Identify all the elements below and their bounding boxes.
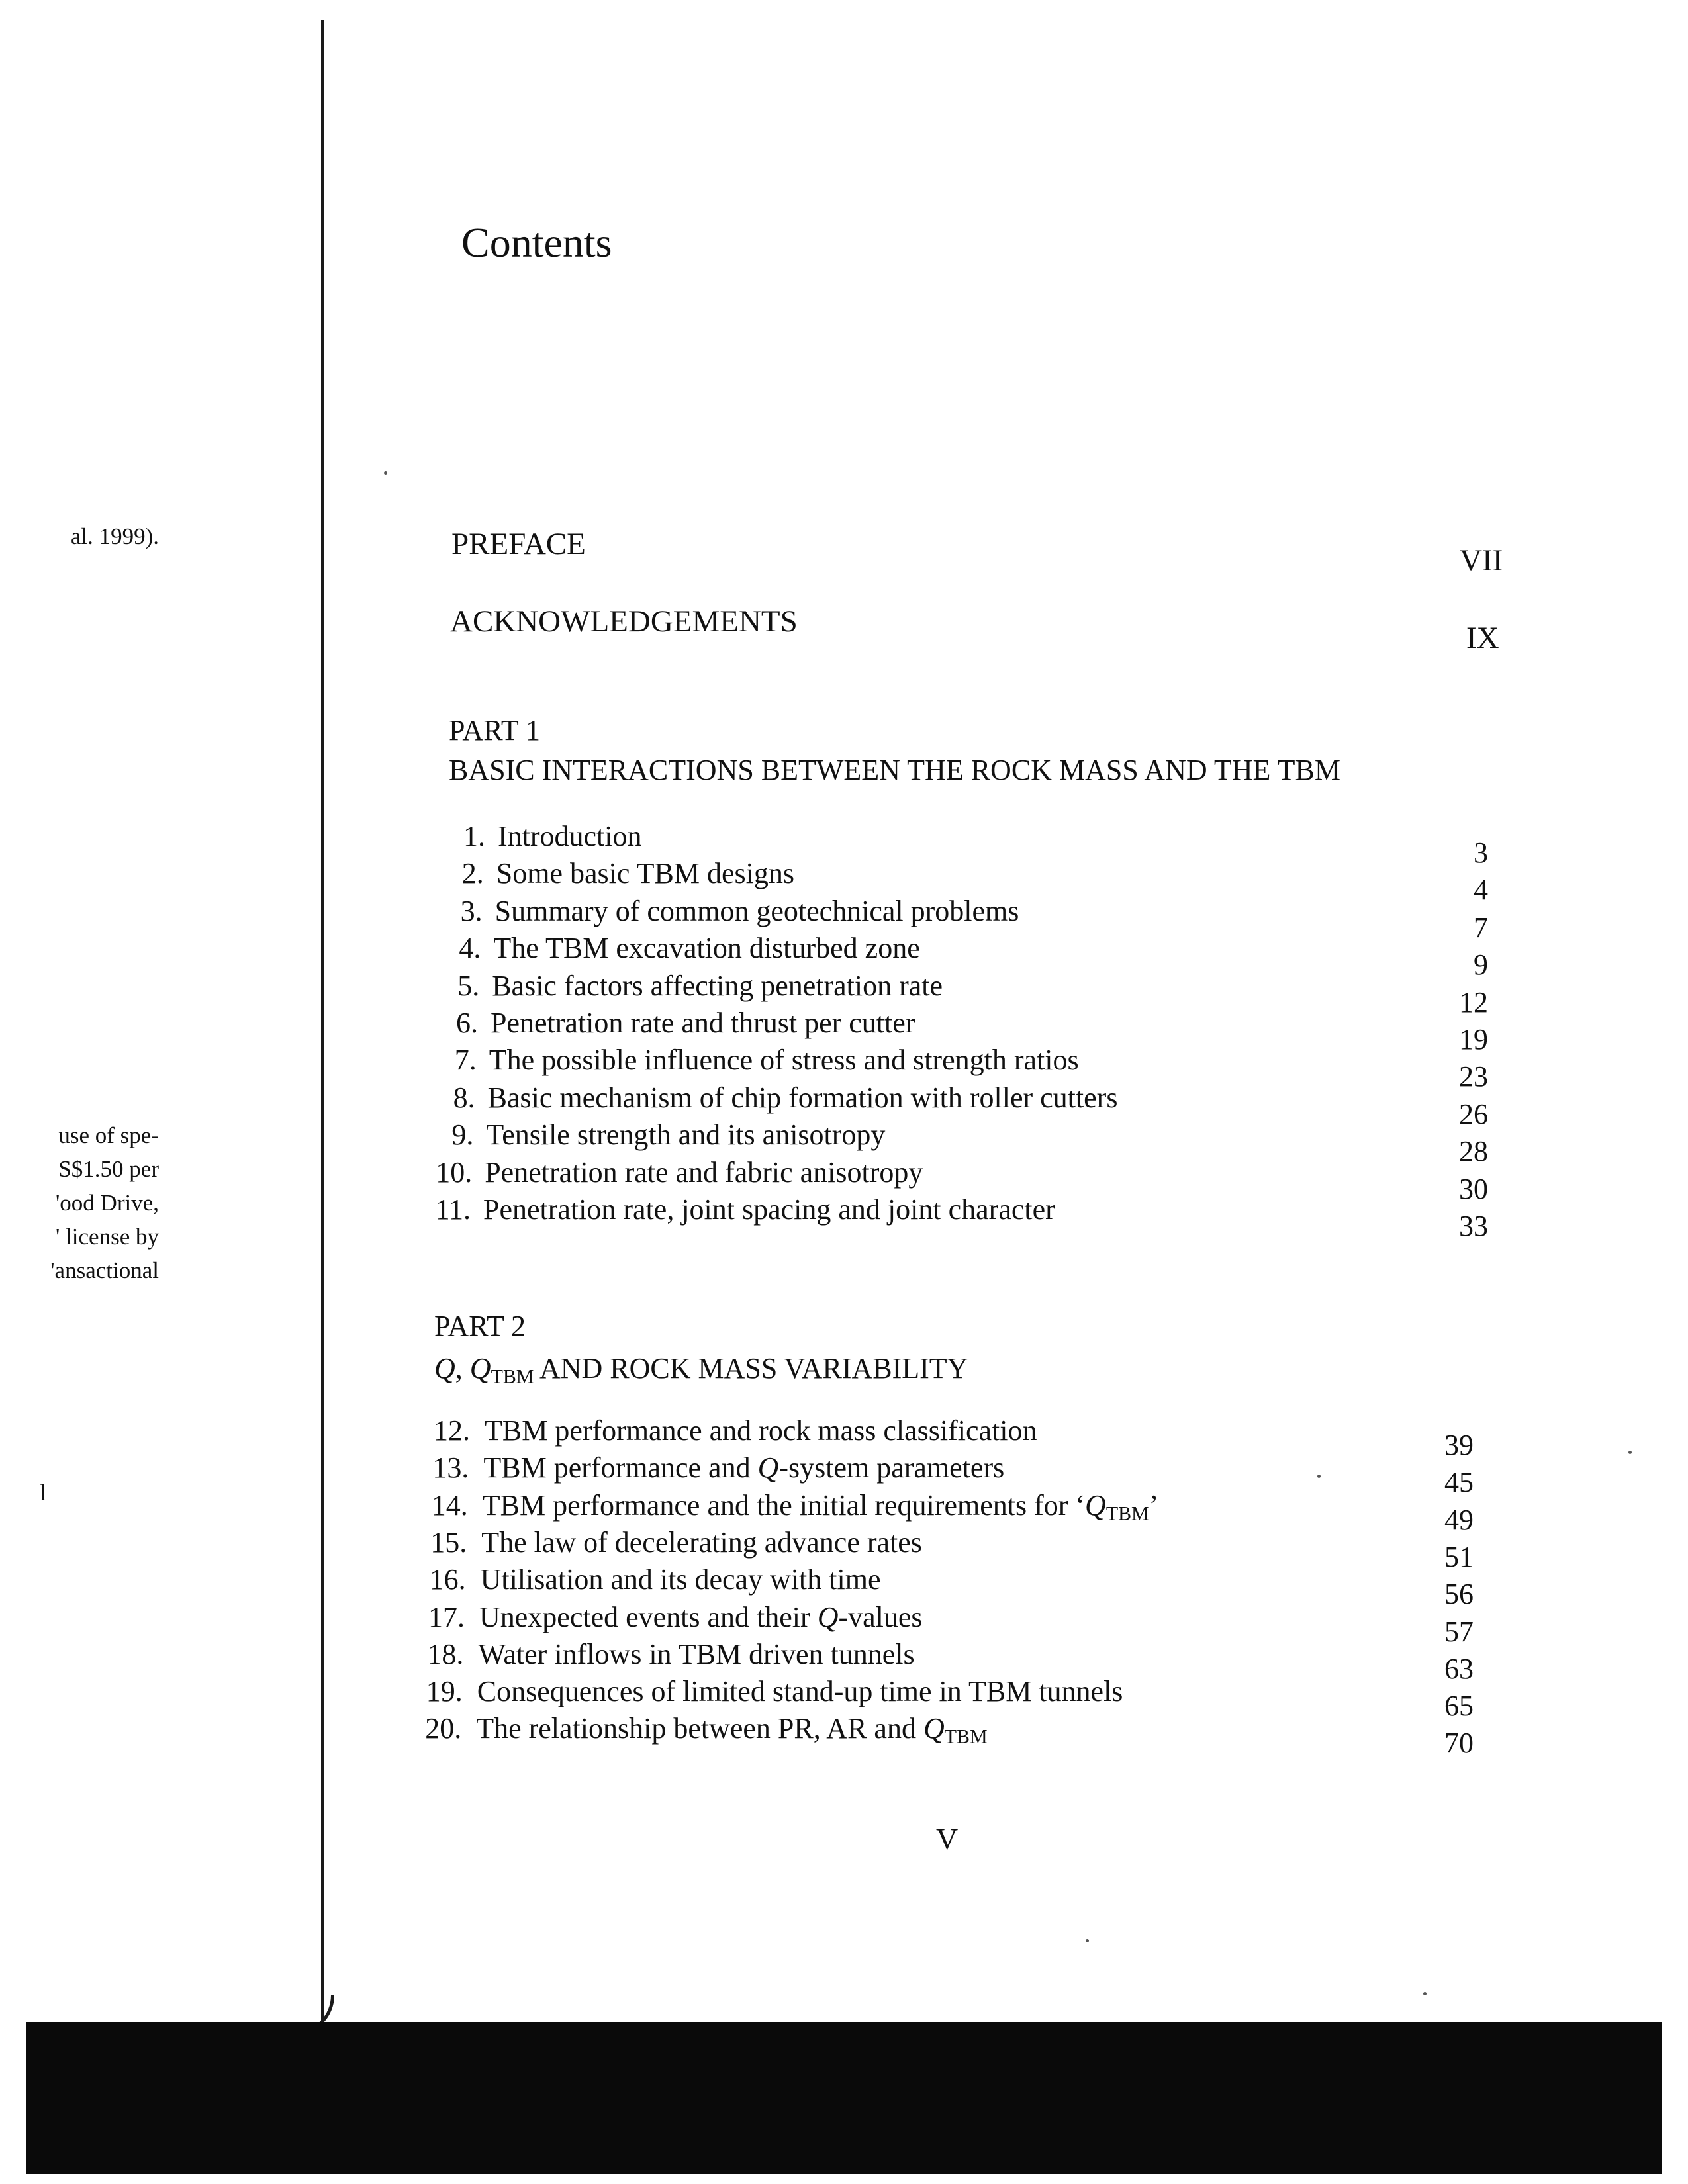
toc-entry-title: Introduction — [498, 820, 642, 852]
toc-entry-title: TBM performance and the initial requirements for ‘$Q_{TBM}$’ — [482, 1488, 1159, 1525]
toc-entry-number: 8. — [453, 1081, 475, 1114]
acknowledgements-page: IX — [1466, 621, 1499, 655]
toc-entry-number: 3. — [460, 894, 483, 927]
toc-entry-page: 26 — [1459, 1097, 1488, 1130]
scan-speck — [1086, 1939, 1089, 1942]
toc-entry-title: TBM performance and Q-system parameters — [483, 1451, 1005, 1484]
toc-entry-title: Summary of common geotechnical problems — [494, 894, 1019, 927]
toc-entry-number: 6. — [456, 1007, 478, 1039]
toc-entry — [0, 931, 1688, 981]
toc-entry-number: 20. — [425, 1712, 462, 1745]
toc-entry-title: Tensile strength and its anisotropy — [486, 1118, 886, 1152]
toc-entry-title: The relationship between PR, AR and $Q_{TBM}$ — [476, 1712, 988, 1748]
toc-entry-page: 63 — [1444, 1652, 1474, 1685]
toc-entry-number: 5. — [457, 969, 480, 1002]
q-symbol: Q — [434, 1352, 455, 1385]
toc-entry-title: Consequences of limited stand-up time in TBM tunnels — [477, 1675, 1123, 1708]
toc-entry-page: 65 — [1444, 1690, 1474, 1723]
left-page-citation: al. 1999). — [70, 523, 159, 549]
toc-entry — [0, 856, 1688, 907]
toc-entry-title: Penetration rate and thrust per cutter — [491, 1007, 915, 1039]
toc-entry-page: 12 — [1459, 985, 1488, 1019]
toc-entry-page: 51 — [1444, 1540, 1474, 1573]
toc-entry-title: The TBM excavation disturbed zone — [493, 932, 920, 965]
toc-entry — [0, 1563, 1688, 1611]
toc-entry-number: 11. — [435, 1193, 471, 1226]
toc-entry-page: 28 — [1459, 1135, 1488, 1168]
left-page-mark: l — [40, 1480, 46, 1506]
toc-entry-page: 56 — [1444, 1578, 1474, 1611]
q-symbol: Q — [817, 1600, 839, 1633]
toc-entry-title: The possible influence of stress and strength ratios — [489, 1044, 1079, 1077]
toc-entry-number: 9. — [451, 1118, 474, 1152]
toc-entry-title: Unexpected events and their Q-values — [479, 1600, 923, 1633]
toc-entry-number: 7. — [454, 1044, 477, 1077]
q-symbol: Q — [923, 1712, 945, 1745]
toc-entry-page: 57 — [1444, 1615, 1474, 1648]
toc-entry — [0, 819, 1688, 869]
toc-entry-number: 15. — [430, 1525, 467, 1559]
toc-entry — [0, 1081, 1688, 1130]
toc-entry — [0, 1525, 1688, 1573]
toc-entry-number: 18. — [427, 1637, 464, 1670]
toc-entry-title: Some basic TBM designs — [496, 857, 794, 890]
left-page-line: S$1.50 per — [58, 1156, 159, 1182]
toc-entry-page: 30 — [1459, 1172, 1488, 1205]
toc-entry-page: 45 — [1444, 1466, 1474, 1499]
toc-entry — [0, 1674, 1688, 1723]
toc-entry-page: 23 — [1459, 1060, 1488, 1093]
part-1-title: BASIC INTERACTIONS BETWEEN THE ROCK MASS AND THE TBM — [449, 754, 1340, 786]
toc-entry-number: 17. — [428, 1600, 465, 1633]
q-symbol: Q — [757, 1451, 779, 1484]
toc-entry-title: Penetration rate, joint spacing and joint character — [483, 1193, 1055, 1226]
toc-entry-page: 3 — [1474, 837, 1488, 869]
left-page-line: use of spe- — [58, 1122, 159, 1148]
toc-entry-title: TBM performance and rock mass classification — [485, 1414, 1037, 1447]
q-symbol: Q — [469, 1352, 491, 1385]
toc-entry-number: 13. — [432, 1451, 469, 1484]
page-title: Contents — [461, 219, 612, 266]
toc-entry — [0, 894, 1688, 944]
part-2-title: Q, $Q_{TBM}$ AND ROCK MASS VARIABILITY — [434, 1352, 968, 1388]
toc-entry-title: Penetration rate and fabric anisotropy — [485, 1156, 923, 1189]
preface-heading: PREFACE — [451, 527, 586, 561]
toc-entry-page: 39 — [1444, 1429, 1474, 1461]
scan-edge-shadow — [26, 2022, 1662, 2174]
toc-entry — [0, 1118, 1688, 1168]
toc-entry-number: 19. — [426, 1675, 463, 1708]
toc-entry-number: 1. — [463, 820, 485, 852]
part-1-label: PART 1 — [449, 714, 540, 747]
q-symbol: Q — [1085, 1488, 1106, 1522]
part-2-label: PART 2 — [434, 1310, 526, 1342]
toc-entry-page: 33 — [1459, 1210, 1488, 1242]
toc-entry-title: Basic mechanism of chip formation with roller cutters — [487, 1081, 1118, 1114]
toc-entry — [0, 969, 1688, 1019]
scan-speck — [1628, 1451, 1632, 1454]
toc-entry-page: 9 — [1474, 948, 1488, 981]
preface-page: VII — [1460, 543, 1503, 578]
toc-entry-number: 10. — [436, 1156, 473, 1189]
toc-entry-page: 19 — [1459, 1023, 1488, 1056]
toc-entry — [0, 1600, 1688, 1648]
toc-entry — [0, 1488, 1688, 1536]
toc-entry — [0, 1414, 1688, 1461]
left-page-line: 'ood Drive, — [56, 1190, 159, 1216]
page-number: V — [936, 1822, 959, 1856]
scan-speck — [1423, 1992, 1427, 1995]
toc-entry-number: 2. — [461, 857, 484, 890]
toc-entry-page: 4 — [1474, 874, 1488, 907]
toc-entry — [0, 1637, 1688, 1685]
toc-entry — [0, 1451, 1688, 1499]
toc-entry-title: The law of decelerating advance rates — [481, 1525, 922, 1559]
toc-entry-number: 14. — [431, 1488, 468, 1522]
toc-entry-page: 70 — [1444, 1727, 1474, 1760]
scan-speck — [1317, 1475, 1321, 1478]
toc-entry-page: 7 — [1474, 911, 1488, 944]
toc-entry-title: Utilisation and its decay with time — [480, 1563, 881, 1596]
toc-entry — [0, 1711, 1688, 1760]
toc-entry — [0, 1006, 1688, 1056]
acknowledgements-heading: ACKNOWLEDGEMENTS — [450, 604, 798, 639]
toc-entry — [0, 1043, 1688, 1093]
toc-entry-number: 16. — [429, 1563, 466, 1596]
scan-speck — [384, 471, 387, 475]
left-page-line: 'ansactional — [50, 1257, 159, 1283]
toc-entry-title: Basic factors affecting penetration rate — [492, 969, 943, 1002]
toc-entry-number: 12. — [434, 1414, 470, 1447]
left-page-line: ' license by — [56, 1224, 159, 1250]
toc-entry-title: Water inflows in TBM driven tunnels — [478, 1637, 915, 1670]
toc-entry-page: 49 — [1444, 1503, 1474, 1536]
toc-entry-number: 4. — [459, 932, 481, 965]
